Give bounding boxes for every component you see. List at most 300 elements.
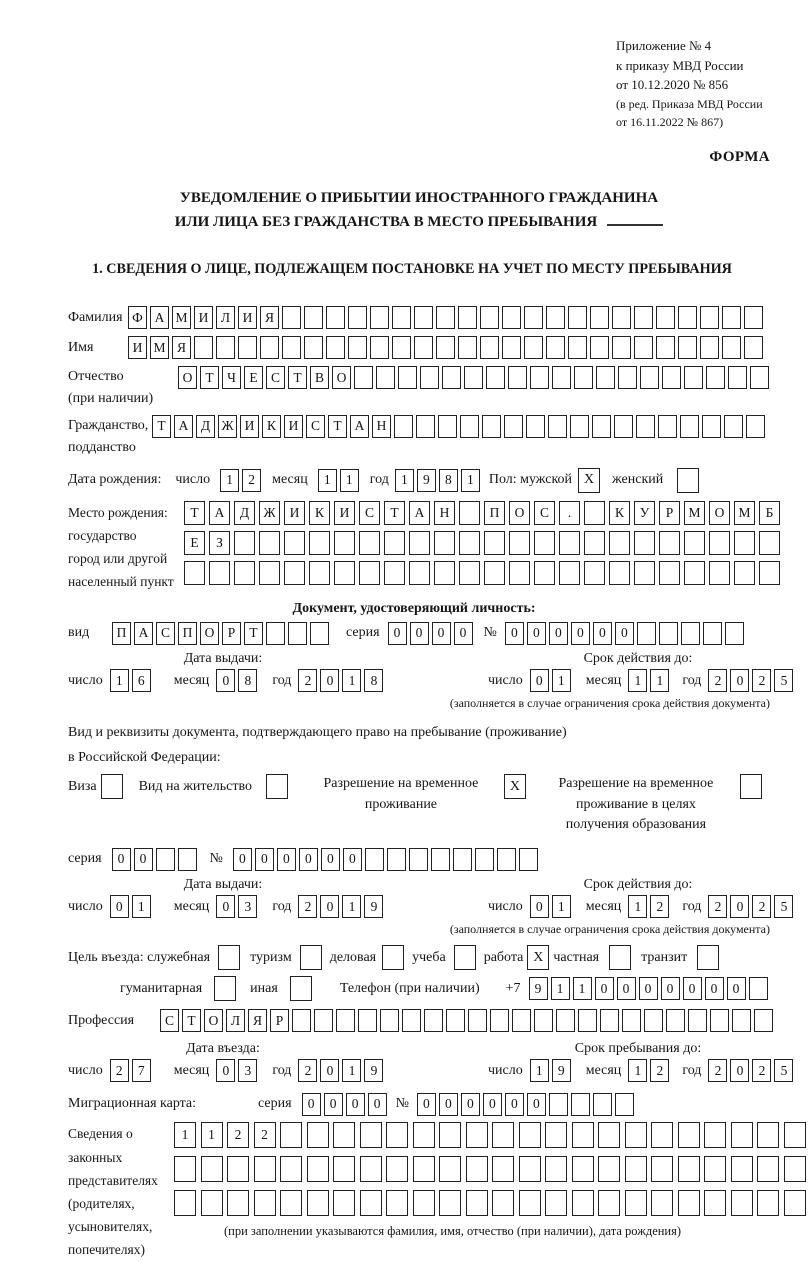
char-cell[interactable]: [460, 415, 479, 438]
char-cell[interactable]: 1: [461, 469, 480, 492]
char-cell[interactable]: [360, 1156, 382, 1182]
char-cell[interactable]: [466, 1156, 488, 1182]
char-cell[interactable]: [482, 415, 501, 438]
char-cell[interactable]: Д: [234, 501, 255, 525]
char-cell[interactable]: [622, 1009, 641, 1032]
char-cell[interactable]: [314, 1009, 333, 1032]
char-cell[interactable]: [625, 1156, 647, 1182]
char-cell[interactable]: 1: [110, 669, 129, 692]
char-cell[interactable]: [684, 531, 705, 555]
representatives-field-row3[interactable]: [174, 1190, 810, 1216]
char-cell[interactable]: [680, 415, 699, 438]
char-cell[interactable]: [593, 1093, 612, 1116]
permit-issue-month-field[interactable]: [216, 895, 260, 918]
char-cell[interactable]: 3: [238, 1059, 257, 1082]
char-cell[interactable]: [634, 306, 653, 329]
char-cell[interactable]: [548, 415, 567, 438]
char-cell[interactable]: [392, 306, 411, 329]
char-cell[interactable]: [709, 561, 730, 585]
char-cell[interactable]: А: [350, 415, 369, 438]
char-cell[interactable]: [492, 1156, 514, 1182]
temp-residence-checkbox[interactable]: [504, 774, 526, 799]
char-cell[interactable]: [744, 336, 763, 359]
char-cell[interactable]: 1: [551, 977, 570, 1000]
char-cell[interactable]: [746, 415, 765, 438]
char-cell[interactable]: [502, 336, 521, 359]
char-cell[interactable]: 1: [340, 469, 359, 492]
char-cell[interactable]: [386, 1190, 408, 1216]
char-cell[interactable]: [534, 561, 555, 585]
char-cell[interactable]: 0: [593, 622, 612, 645]
char-cell[interactable]: 1: [628, 669, 647, 692]
purpose-private-box[interactable]: [609, 945, 631, 970]
char-cell[interactable]: О: [709, 501, 730, 525]
char-cell[interactable]: [757, 1190, 779, 1216]
char-cell[interactable]: [568, 306, 587, 329]
purpose-business-box[interactable]: [382, 945, 404, 970]
char-cell[interactable]: [710, 1009, 729, 1032]
char-cell[interactable]: 0: [432, 622, 451, 645]
char-cell[interactable]: [678, 1156, 700, 1182]
char-cell[interactable]: [636, 415, 655, 438]
char-cell[interactable]: [386, 1156, 408, 1182]
doc-issue-year-field[interactable]: [298, 669, 386, 692]
char-cell[interactable]: Т: [184, 501, 205, 525]
char-cell[interactable]: Н: [434, 501, 455, 525]
char-cell[interactable]: [282, 306, 301, 329]
char-cell[interactable]: [759, 561, 780, 585]
char-cell[interactable]: И: [128, 336, 147, 359]
char-cell[interactable]: [480, 336, 499, 359]
purpose-transit-box[interactable]: [697, 945, 719, 970]
char-cell[interactable]: [354, 366, 373, 389]
char-cell[interactable]: [459, 561, 480, 585]
char-cell[interactable]: [754, 1009, 773, 1032]
char-cell[interactable]: 1: [318, 469, 337, 492]
char-cell[interactable]: [625, 1122, 647, 1148]
purpose-official-box[interactable]: [218, 945, 240, 970]
char-cell[interactable]: 0: [320, 895, 339, 918]
char-cell[interactable]: 0: [368, 1093, 387, 1116]
char-cell[interactable]: [431, 848, 450, 871]
char-cell[interactable]: [592, 415, 611, 438]
char-cell[interactable]: [572, 1122, 594, 1148]
char-cell[interactable]: И: [284, 415, 303, 438]
char-cell[interactable]: [414, 306, 433, 329]
char-cell[interactable]: 0: [134, 848, 153, 871]
char-cell[interactable]: [376, 366, 395, 389]
char-cell[interactable]: [446, 1009, 465, 1032]
char-cell[interactable]: Л: [216, 306, 235, 329]
stay-year-field[interactable]: [708, 1059, 796, 1082]
char-cell[interactable]: Л: [226, 1009, 245, 1032]
char-cell[interactable]: [438, 415, 457, 438]
char-cell[interactable]: [466, 1190, 488, 1216]
char-cell[interactable]: Т: [244, 622, 263, 645]
char-cell[interactable]: [486, 366, 505, 389]
char-cell[interactable]: 2: [298, 1059, 317, 1082]
char-cell[interactable]: И: [238, 306, 257, 329]
char-cell[interactable]: Ж: [259, 501, 280, 525]
char-cell[interactable]: [436, 336, 455, 359]
char-cell[interactable]: [681, 622, 700, 645]
surname-field[interactable]: [128, 306, 766, 329]
char-cell[interactable]: 2: [708, 895, 727, 918]
char-cell[interactable]: [326, 306, 345, 329]
char-cell[interactable]: Т: [328, 415, 347, 438]
phone-field[interactable]: [529, 977, 771, 1000]
char-cell[interactable]: 2: [227, 1122, 249, 1148]
residence-permit-checkbox[interactable]: [266, 774, 288, 799]
char-cell[interactable]: 0: [615, 622, 634, 645]
char-cell[interactable]: [509, 561, 530, 585]
char-cell[interactable]: М: [684, 501, 705, 525]
residence-permit-box[interactable]: [266, 774, 288, 799]
char-cell[interactable]: М: [734, 501, 755, 525]
char-cell[interactable]: 9: [529, 977, 548, 1000]
char-cell[interactable]: [609, 561, 630, 585]
char-cell[interactable]: [658, 415, 677, 438]
char-cell[interactable]: [757, 1156, 779, 1182]
char-cell[interactable]: 0: [216, 1059, 235, 1082]
char-cell[interactable]: [656, 306, 675, 329]
char-cell[interactable]: [284, 561, 305, 585]
char-cell[interactable]: [734, 531, 755, 555]
char-cell[interactable]: С: [160, 1009, 179, 1032]
char-cell[interactable]: [333, 1156, 355, 1182]
char-cell[interactable]: 0: [505, 1093, 524, 1116]
char-cell[interactable]: 1: [342, 669, 361, 692]
char-cell[interactable]: 0: [571, 622, 590, 645]
char-cell[interactable]: [784, 1122, 806, 1148]
char-cell[interactable]: 2: [708, 669, 727, 692]
char-cell[interactable]: [334, 531, 355, 555]
char-cell[interactable]: О: [204, 1009, 223, 1032]
char-cell[interactable]: [492, 1122, 514, 1148]
char-cell[interactable]: 0: [320, 669, 339, 692]
char-cell[interactable]: 5: [774, 895, 793, 918]
char-cell[interactable]: [659, 622, 678, 645]
char-cell[interactable]: [234, 561, 255, 585]
char-cell[interactable]: 1: [628, 895, 647, 918]
char-cell[interactable]: [734, 561, 755, 585]
char-cell[interactable]: [475, 848, 494, 871]
char-cell[interactable]: 9: [364, 895, 383, 918]
purpose-study-box[interactable]: [454, 945, 476, 970]
char-cell[interactable]: [466, 1122, 488, 1148]
char-cell[interactable]: 1: [628, 1059, 647, 1082]
permit-series-field[interactable]: [112, 848, 200, 871]
birthplace-field-row2[interactable]: [184, 531, 784, 555]
char-cell[interactable]: [584, 531, 605, 555]
doc-issue-month-field[interactable]: [216, 669, 260, 692]
birth-month-field[interactable]: [318, 469, 362, 492]
char-cell[interactable]: 0: [530, 669, 549, 692]
char-cell[interactable]: [634, 561, 655, 585]
char-cell[interactable]: [634, 531, 655, 555]
char-cell[interactable]: У: [634, 501, 655, 525]
birthplace-field-row1[interactable]: [184, 501, 784, 525]
char-cell[interactable]: [380, 1009, 399, 1032]
char-cell[interactable]: [725, 622, 744, 645]
char-cell[interactable]: [464, 366, 483, 389]
char-cell[interactable]: [700, 306, 719, 329]
permit-number-field[interactable]: [233, 848, 541, 871]
char-cell[interactable]: Р: [222, 622, 241, 645]
char-cell[interactable]: [358, 1009, 377, 1032]
char-cell[interactable]: 0: [299, 848, 318, 871]
char-cell[interactable]: [348, 336, 367, 359]
char-cell[interactable]: 2: [110, 1059, 129, 1082]
char-cell[interactable]: Б: [759, 501, 780, 525]
char-cell[interactable]: [568, 336, 587, 359]
char-cell[interactable]: [659, 531, 680, 555]
char-cell[interactable]: [434, 531, 455, 555]
char-cell[interactable]: Я: [260, 306, 279, 329]
char-cell[interactable]: [584, 501, 605, 525]
char-cell[interactable]: [184, 561, 205, 585]
char-cell[interactable]: [414, 336, 433, 359]
char-cell[interactable]: [387, 848, 406, 871]
char-cell[interactable]: [598, 1190, 620, 1216]
char-cell[interactable]: [722, 306, 741, 329]
char-cell[interactable]: [552, 366, 571, 389]
char-cell[interactable]: [174, 1156, 196, 1182]
char-cell[interactable]: С: [156, 622, 175, 645]
char-cell[interactable]: О: [509, 501, 530, 525]
char-cell[interactable]: А: [134, 622, 153, 645]
char-cell[interactable]: [304, 306, 323, 329]
char-cell[interactable]: Е: [184, 531, 205, 555]
doc-valid-year-field[interactable]: [708, 669, 796, 692]
char-cell[interactable]: [656, 336, 675, 359]
char-cell[interactable]: Т: [288, 366, 307, 389]
entry-month-field[interactable]: [216, 1059, 260, 1082]
temp-residence-edu-checkbox[interactable]: [740, 774, 762, 799]
char-cell[interactable]: 1: [530, 1059, 549, 1082]
char-cell[interactable]: [688, 1009, 707, 1032]
char-cell[interactable]: [394, 415, 413, 438]
char-cell[interactable]: [502, 306, 521, 329]
char-cell[interactable]: 0: [343, 848, 362, 871]
char-cell[interactable]: [398, 366, 417, 389]
char-cell[interactable]: 0: [320, 1059, 339, 1082]
char-cell[interactable]: [519, 848, 538, 871]
char-cell[interactable]: Т: [200, 366, 219, 389]
char-cell[interactable]: [254, 1190, 276, 1216]
char-cell[interactable]: [570, 415, 589, 438]
char-cell[interactable]: [307, 1122, 329, 1148]
char-cell[interactable]: [409, 561, 430, 585]
char-cell[interactable]: 0: [346, 1093, 365, 1116]
char-cell[interactable]: [559, 561, 580, 585]
char-cell[interactable]: 9: [364, 1059, 383, 1082]
char-cell[interactable]: [227, 1156, 249, 1182]
char-cell[interactable]: [545, 1190, 567, 1216]
char-cell[interactable]: [266, 622, 285, 645]
char-cell[interactable]: [254, 1156, 276, 1182]
char-cell[interactable]: 1: [201, 1122, 223, 1148]
char-cell[interactable]: [612, 336, 631, 359]
char-cell[interactable]: М: [172, 306, 191, 329]
char-cell[interactable]: С: [306, 415, 325, 438]
char-cell[interactable]: [348, 306, 367, 329]
char-cell[interactable]: [209, 561, 230, 585]
char-cell[interactable]: [386, 1122, 408, 1148]
char-cell[interactable]: [458, 336, 477, 359]
doc-valid-month-field[interactable]: [628, 669, 672, 692]
char-cell[interactable]: И: [240, 415, 259, 438]
char-cell[interactable]: 2: [650, 895, 669, 918]
char-cell[interactable]: 9: [417, 469, 436, 492]
char-cell[interactable]: [644, 1009, 663, 1032]
char-cell[interactable]: Я: [248, 1009, 267, 1032]
char-cell[interactable]: И: [284, 501, 305, 525]
purpose-official-checkbox[interactable]: [218, 945, 240, 970]
char-cell[interactable]: [309, 531, 330, 555]
char-cell[interactable]: [659, 561, 680, 585]
char-cell[interactable]: 5: [774, 669, 793, 692]
char-cell[interactable]: П: [484, 501, 505, 525]
permit-issue-year-field[interactable]: [298, 895, 386, 918]
purpose-humanitarian-checkbox[interactable]: [214, 976, 236, 1001]
char-cell[interactable]: [640, 366, 659, 389]
char-cell[interactable]: 0: [324, 1093, 343, 1116]
char-cell[interactable]: Я: [172, 336, 191, 359]
char-cell[interactable]: [333, 1190, 355, 1216]
mig-number-field[interactable]: [417, 1093, 637, 1116]
char-cell[interactable]: 1: [552, 895, 571, 918]
char-cell[interactable]: [307, 1156, 329, 1182]
char-cell[interactable]: [480, 306, 499, 329]
char-cell[interactable]: З: [209, 531, 230, 555]
char-cell[interactable]: [402, 1009, 421, 1032]
char-cell[interactable]: [280, 1156, 302, 1182]
char-cell[interactable]: Ж: [218, 415, 237, 438]
char-cell[interactable]: [590, 336, 609, 359]
char-cell[interactable]: [684, 366, 703, 389]
char-cell[interactable]: [201, 1156, 223, 1182]
char-cell[interactable]: [731, 1122, 753, 1148]
char-cell[interactable]: [534, 531, 555, 555]
char-cell[interactable]: [546, 306, 565, 329]
char-cell[interactable]: 6: [132, 669, 151, 692]
char-cell[interactable]: И: [334, 501, 355, 525]
char-cell[interactable]: Т: [384, 501, 405, 525]
char-cell[interactable]: К: [609, 501, 630, 525]
char-cell[interactable]: [508, 366, 527, 389]
doc-valid-day-field[interactable]: [530, 669, 574, 692]
char-cell[interactable]: [744, 306, 763, 329]
char-cell[interactable]: [574, 366, 593, 389]
char-cell[interactable]: 1: [552, 669, 571, 692]
char-cell[interactable]: [413, 1122, 435, 1148]
char-cell[interactable]: [201, 1190, 223, 1216]
char-cell[interactable]: [757, 1122, 779, 1148]
char-cell[interactable]: Ч: [222, 366, 241, 389]
char-cell[interactable]: 2: [752, 1059, 771, 1082]
char-cell[interactable]: [519, 1156, 541, 1182]
char-cell[interactable]: Т: [152, 415, 171, 438]
char-cell[interactable]: Т: [182, 1009, 201, 1032]
char-cell[interactable]: [545, 1156, 567, 1182]
char-cell[interactable]: П: [178, 622, 197, 645]
char-cell[interactable]: [194, 336, 213, 359]
char-cell[interactable]: 2: [752, 895, 771, 918]
char-cell[interactable]: [784, 1156, 806, 1182]
char-cell[interactable]: [784, 1190, 806, 1216]
char-cell[interactable]: 3: [238, 895, 257, 918]
sex-female-box[interactable]: [677, 468, 699, 493]
char-cell[interactable]: [596, 366, 615, 389]
purpose-tourism-box[interactable]: [300, 945, 322, 970]
char-cell[interactable]: [704, 1156, 726, 1182]
char-cell[interactable]: [731, 1190, 753, 1216]
entry-day-field[interactable]: [110, 1059, 154, 1082]
char-cell[interactable]: [709, 531, 730, 555]
char-cell[interactable]: [409, 531, 430, 555]
char-cell[interactable]: [609, 531, 630, 555]
char-cell[interactable]: [526, 415, 545, 438]
char-cell[interactable]: [545, 1122, 567, 1148]
char-cell[interactable]: 0: [527, 622, 546, 645]
char-cell[interactable]: [359, 561, 380, 585]
char-cell[interactable]: [704, 1122, 726, 1148]
char-cell[interactable]: [618, 366, 637, 389]
char-cell[interactable]: [492, 1190, 514, 1216]
temp-residence-box[interactable]: X: [504, 774, 526, 799]
char-cell[interactable]: [292, 1009, 311, 1032]
char-cell[interactable]: [439, 1156, 461, 1182]
char-cell[interactable]: [453, 848, 472, 871]
char-cell[interactable]: [439, 1122, 461, 1148]
char-cell[interactable]: [637, 622, 656, 645]
char-cell[interactable]: [612, 306, 631, 329]
char-cell[interactable]: 0: [255, 848, 274, 871]
char-cell[interactable]: [530, 366, 549, 389]
char-cell[interactable]: [512, 1009, 531, 1032]
char-cell[interactable]: 2: [650, 1059, 669, 1082]
char-cell[interactable]: [178, 848, 197, 871]
char-cell[interactable]: 0: [730, 895, 749, 918]
char-cell[interactable]: [365, 848, 384, 871]
visa-box[interactable]: [101, 774, 123, 799]
char-cell[interactable]: 1: [132, 895, 151, 918]
char-cell[interactable]: [534, 1009, 553, 1032]
char-cell[interactable]: [678, 306, 697, 329]
char-cell[interactable]: 0: [730, 669, 749, 692]
entry-year-field[interactable]: [298, 1059, 386, 1082]
char-cell[interactable]: С: [359, 501, 380, 525]
char-cell[interactable]: [700, 336, 719, 359]
char-cell[interactable]: 0: [595, 977, 614, 1000]
char-cell[interactable]: 2: [298, 669, 317, 692]
char-cell[interactable]: 1: [395, 469, 414, 492]
char-cell[interactable]: 0: [302, 1093, 321, 1116]
char-cell[interactable]: [614, 415, 633, 438]
char-cell[interactable]: [684, 561, 705, 585]
char-cell[interactable]: 9: [552, 1059, 571, 1082]
char-cell[interactable]: [598, 1122, 620, 1148]
permit-valid-month-field[interactable]: [628, 895, 672, 918]
char-cell[interactable]: Д: [196, 415, 215, 438]
char-cell[interactable]: И: [194, 306, 213, 329]
char-cell[interactable]: [666, 1009, 685, 1032]
char-cell[interactable]: [326, 336, 345, 359]
char-cell[interactable]: [571, 1093, 590, 1116]
char-cell[interactable]: [360, 1190, 382, 1216]
char-cell[interactable]: 0: [505, 622, 524, 645]
